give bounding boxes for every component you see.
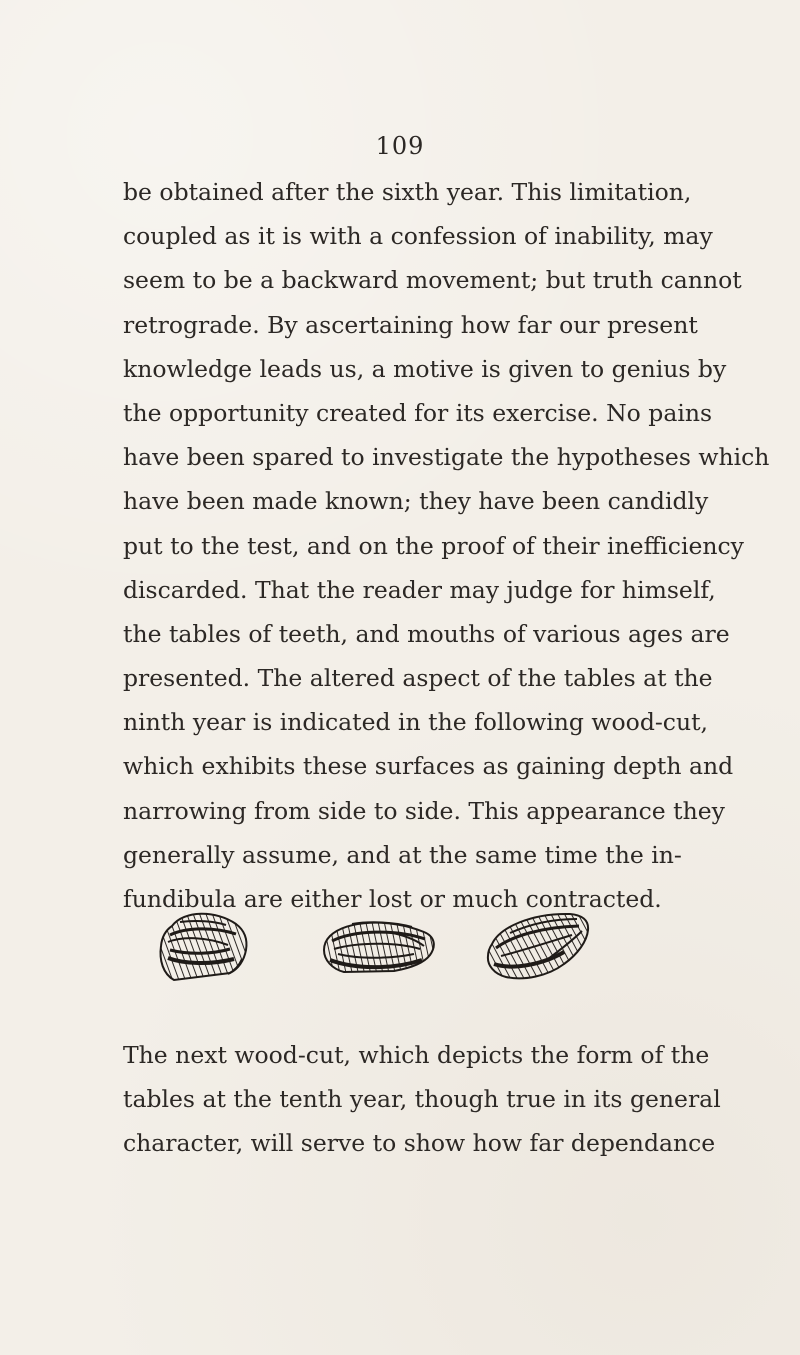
text-line: retrograde. By ascertaining how far our present bbox=[123, 310, 698, 339]
text-line: coupled as it is with a confession of inability, may bbox=[123, 222, 713, 251]
page-number: 109 bbox=[375, 132, 425, 160]
tooth-table-right-icon bbox=[476, 902, 598, 998]
tooth-table-center-icon bbox=[312, 902, 442, 998]
text-line: generally assume, and at the same time the in- bbox=[123, 840, 682, 869]
text-line: The next wood-cut, which depicts the form of the bbox=[123, 1041, 710, 1069]
text-line: have been made known; they have been candidly bbox=[123, 487, 709, 516]
text-line: the opportunity created for its exercise. No pains bbox=[123, 398, 713, 427]
text-line: have been spared to investigate the hypotheses which bbox=[123, 443, 770, 472]
main-paragraph bbox=[123, 170, 770, 921]
text-line: fundibula are either lost or much contracted. bbox=[123, 885, 662, 913]
text-line: be obtained after the sixth year. This limitation, bbox=[123, 178, 692, 206]
text-line: character, will serve to show how far dependance bbox=[123, 1129, 716, 1158]
text-line: tables at the tenth year, though true in its general bbox=[123, 1085, 721, 1114]
text-line: seem to be a backward movement; but truth cannot bbox=[123, 266, 742, 295]
text-line: put to the test, and on the proof of their inefficiency bbox=[123, 531, 744, 560]
text-line: the tables of teeth, and mouths of various ages are bbox=[123, 619, 730, 648]
text-line: which exhibits these surfaces as gaining depth and bbox=[123, 752, 734, 781]
wood-cut-illustration bbox=[150, 902, 650, 1012]
continuation-paragraph bbox=[123, 1033, 721, 1166]
text-line: presented. The altered aspect of the tables at the bbox=[123, 664, 713, 693]
text-line: discarded. That the reader may judge for himself, bbox=[123, 575, 716, 604]
tooth-table-left-icon bbox=[150, 902, 260, 998]
text-line: narrowing from side to side. This appearance they bbox=[123, 796, 725, 825]
text-line: ninth year is indicated in the following wood-cut, bbox=[123, 708, 709, 737]
text-line: knowledge leads us, a motive is given to genius by bbox=[123, 354, 727, 383]
